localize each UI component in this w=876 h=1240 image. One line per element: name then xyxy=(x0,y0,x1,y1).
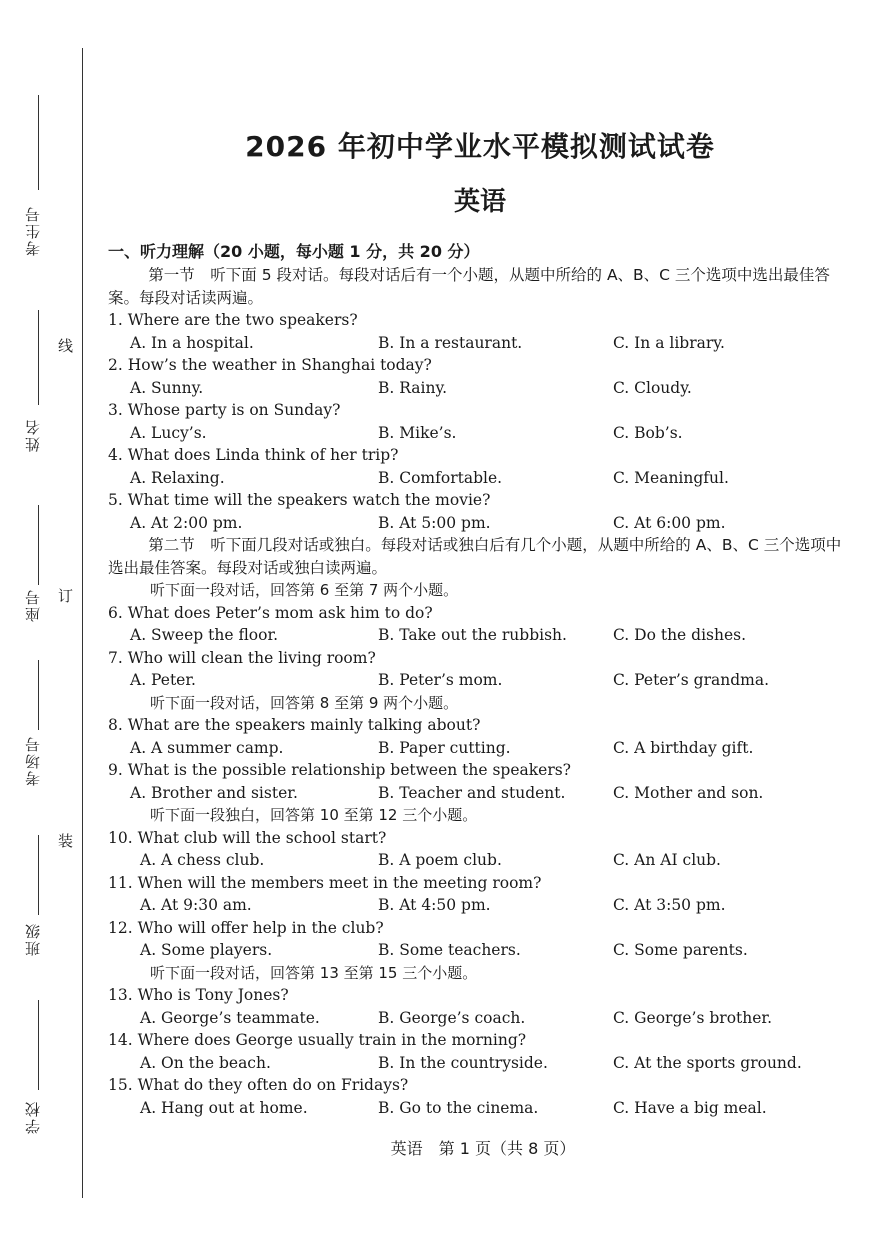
question-12 xyxy=(108,917,848,962)
field-label-seat: 座号 xyxy=(24,588,42,622)
question-options xyxy=(108,782,848,805)
question-2 xyxy=(108,354,848,399)
field-label-exam-number: 考生号 xyxy=(24,205,42,256)
part2-instruction: 第二节 听下面几段对话或独白。每段对话或独白后有几个小题，从题中所给的 A、B、C 三个选项中选出最佳答案。每段对话或独白读两遍。 xyxy=(108,536,842,577)
option-a: A. Brother and sister. xyxy=(130,783,298,802)
option-c: C. George’s brother. xyxy=(613,1008,773,1027)
option-b: B. In a restaurant. xyxy=(378,333,523,352)
question-options xyxy=(108,849,848,872)
option-a: A. At 2:00 pm. xyxy=(130,513,243,532)
question-options xyxy=(108,467,848,490)
section-listening xyxy=(108,240,848,1119)
option-a: A. Sunny. xyxy=(130,378,204,397)
option-c: C. A birthday gift. xyxy=(613,738,754,757)
question-options xyxy=(108,624,848,647)
option-c: C. Do the dishes. xyxy=(613,626,747,644)
option-c: C. Cloudy. xyxy=(613,378,692,397)
option-a: A. Sweep the floor. xyxy=(130,626,279,644)
field-underline xyxy=(38,1000,39,1090)
question-text: 9. What is the possible relationship between the speakers? xyxy=(108,761,571,779)
option-b: B. George’s coach. xyxy=(378,1008,526,1027)
field-label-room: 考场号 xyxy=(24,735,42,786)
option-c: C. Have a big meal. xyxy=(613,1098,767,1117)
question-14 xyxy=(108,1029,848,1074)
question-text: 1. Where are the two speakers? xyxy=(108,311,358,329)
question-options xyxy=(108,939,848,962)
cut-mark-bind: 装 xyxy=(58,832,74,850)
field-underline xyxy=(38,505,39,585)
question-text: 15. What do they often do on Fridays? xyxy=(108,1076,409,1094)
option-a: A. George’s teammate. xyxy=(140,1008,320,1027)
question-text: 7. Who will clean the living room? xyxy=(108,648,376,667)
question-text: 13. Who is Tony Jones? xyxy=(108,986,289,1004)
question-5 xyxy=(108,489,848,534)
option-a: A. A summer camp. xyxy=(130,738,284,757)
question-text: 3. Whose party is on Sunday? xyxy=(108,401,341,419)
option-a: A. At 9:30 am. xyxy=(140,896,252,914)
question-7 xyxy=(108,647,848,692)
binding-line xyxy=(82,48,83,1198)
option-c: C. At 3:50 pm. xyxy=(613,896,726,914)
option-c: C. Peter’s grandma. xyxy=(613,671,770,689)
field-underline xyxy=(38,660,39,730)
question-9 xyxy=(108,759,848,804)
option-c: C. At 6:00 pm. xyxy=(613,513,726,532)
question-4 xyxy=(108,444,848,489)
question-options xyxy=(108,894,848,917)
option-a: A. Hang out at home. xyxy=(140,1098,308,1117)
question-10 xyxy=(108,827,848,872)
option-b: B. At 4:50 pm. xyxy=(378,896,491,914)
option-b: B. Peter’s mom. xyxy=(378,671,503,689)
field-label-class: 班级 xyxy=(24,922,42,956)
question-1 xyxy=(108,309,848,354)
option-a: A. Relaxing. xyxy=(130,468,225,487)
question-options xyxy=(108,1007,848,1030)
option-a: A. On the beach. xyxy=(140,1053,271,1072)
cut-mark-line: 线 xyxy=(58,337,74,355)
question-11 xyxy=(108,872,848,917)
option-c: C. Some parents. xyxy=(613,941,748,959)
option-a: A. In a hospital. xyxy=(130,333,254,352)
question-3 xyxy=(108,399,848,444)
subject-title: 英语 xyxy=(453,187,506,217)
option-b: B. Go to the cinema. xyxy=(378,1098,539,1117)
option-a: A. Lucy’s. xyxy=(130,423,207,442)
question-options xyxy=(108,669,848,692)
option-b: B. Take out the rubbish. xyxy=(378,626,567,644)
option-a: A. Some players. xyxy=(140,941,273,959)
question-text: 2. How’s the weather in Shanghai today? xyxy=(108,356,432,374)
question-options xyxy=(108,377,848,400)
instruction-6-7: 听下面一段对话，回答第 6 至第 7 两个小题。 xyxy=(150,581,459,599)
option-b: B. Teacher and student. xyxy=(378,783,566,802)
question-13 xyxy=(108,984,848,1029)
question-text: 6. What does Peter’s mom ask him to do? xyxy=(108,603,433,622)
option-c: C. Bob’s. xyxy=(613,423,683,442)
field-label-name: 姓名 xyxy=(24,418,42,452)
question-options xyxy=(108,512,848,535)
question-8 xyxy=(108,714,848,759)
option-b: B. Rainy. xyxy=(378,378,448,397)
field-label-school: 学校 xyxy=(24,1100,42,1134)
option-b: B. Paper cutting. xyxy=(378,738,511,757)
question-text: 5. What time will the speakers watch the movie? xyxy=(108,491,491,509)
question-text: 8. What are the speakers mainly talking about? xyxy=(108,716,481,734)
page-footer: 英语 第 1 页（共 8 页） xyxy=(390,1139,576,1158)
question-options xyxy=(108,332,848,355)
option-c: C. Meaningful. xyxy=(613,468,729,487)
option-b: B. Some teachers. xyxy=(378,941,521,959)
option-c: C. An AI club. xyxy=(613,851,721,869)
question-options xyxy=(108,422,848,445)
option-a: A. A chess club. xyxy=(140,851,265,869)
exam-title: 2026 年初中学业水平模拟测试试卷 xyxy=(245,130,715,163)
field-underline xyxy=(38,95,39,190)
question-text: 14. Where does George usually train in the morning? xyxy=(108,1031,527,1049)
question-options xyxy=(108,1052,848,1075)
option-b: B. Mike’s. xyxy=(378,423,457,442)
option-b: B. At 5:00 pm. xyxy=(378,513,491,532)
question-options xyxy=(108,737,848,760)
instruction-8-9: 听下面一段对话，回答第 8 至第 9 两个小题。 xyxy=(150,693,459,712)
option-c: C. In a library. xyxy=(613,333,725,352)
question-text: 10. What club will the school start? xyxy=(108,828,387,847)
field-underline xyxy=(38,310,39,405)
option-b: B. Comfortable. xyxy=(378,468,503,487)
instruction-13-15: 听下面一段对话，回答第 13 至第 15 三个小题。 xyxy=(150,963,478,982)
part1-instruction: 第一节 听下面 5 段对话。每段对话后有一个小题，从题中所给的 A、B、C 三个选项中选出最佳答案。每段对话读两遍。 xyxy=(108,266,830,307)
question-text: 4. What does Linda think of her trip? xyxy=(108,446,399,464)
question-text: 12. Who will offer help in the club? xyxy=(108,918,384,937)
question-text: 11. When will the members meet in the meeting room? xyxy=(108,873,542,892)
option-c: C. Mother and son. xyxy=(613,783,764,802)
question-15 xyxy=(108,1074,848,1119)
cut-mark-staple: 订 xyxy=(58,587,74,605)
option-a: A. Peter. xyxy=(130,671,196,689)
question-6 xyxy=(108,602,848,647)
question-options xyxy=(108,1097,848,1120)
instruction-10-12: 听下面一段独白，回答第 10 至第 12 三个小题。 xyxy=(150,806,478,824)
option-b: B. In the countryside. xyxy=(378,1053,548,1072)
field-underline xyxy=(38,835,39,915)
option-c: C. At the sports ground. xyxy=(613,1053,802,1072)
section-heading: 一、听力理解（20 小题，每小题 1 分，共 20 分） xyxy=(108,242,480,261)
option-b: B. A poem club. xyxy=(378,851,502,869)
